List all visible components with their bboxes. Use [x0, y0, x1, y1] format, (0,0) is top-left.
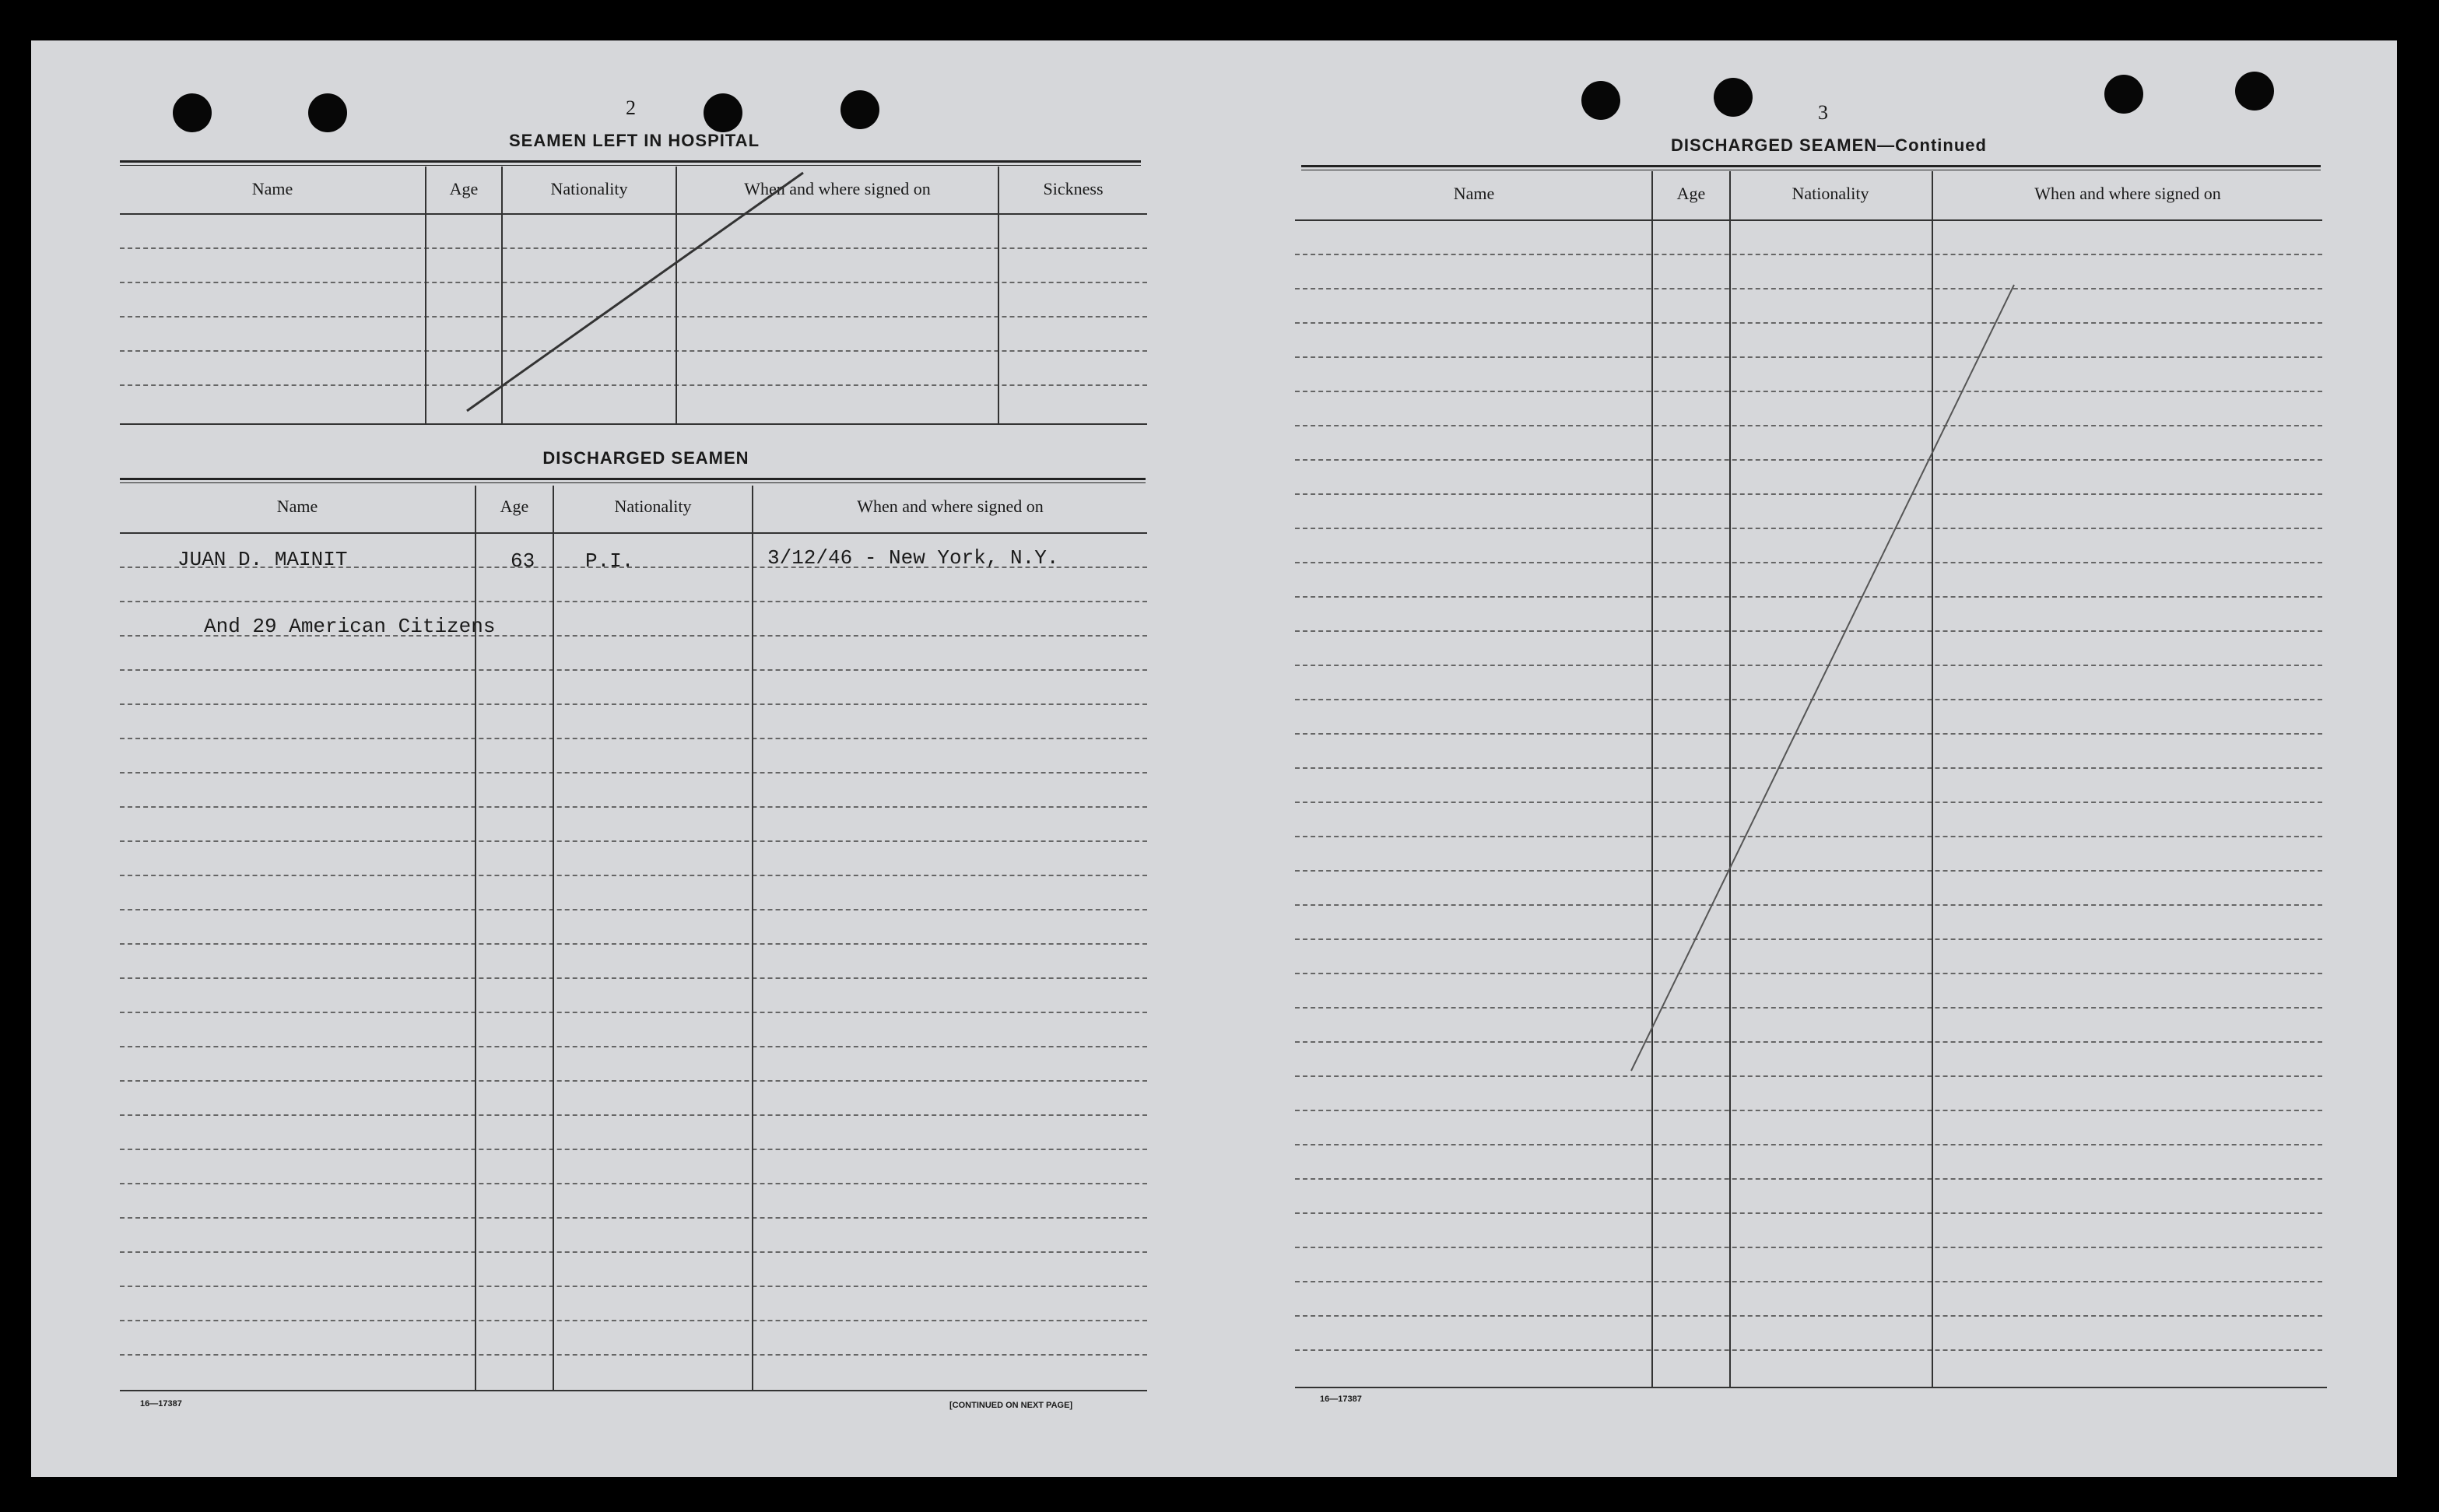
- col-header-name: Name: [276, 496, 318, 516]
- section-title-hospital: SEAMEN LEFT IN HOSPITAL: [508, 131, 760, 150]
- continued-label: [CONTINUED ON NEXT PAGE]: [949, 1401, 1073, 1410]
- col-header-age: Age: [1676, 184, 1706, 203]
- seaman-signed-on: 3/12/46 - New York, N.Y.: [767, 546, 1059, 570]
- page-number: 3: [1818, 101, 1828, 124]
- col-header-signed-on: When and where signed on: [2034, 184, 2221, 203]
- form-number: 16—17387: [1320, 1394, 1362, 1404]
- hospital-strike-line: [467, 173, 803, 411]
- col-header-nationality: Nationality: [550, 179, 628, 198]
- seaman-age: 63: [511, 549, 535, 573]
- col-header-sickness: Sickness: [1043, 179, 1104, 198]
- seaman-nationality: P.I.: [585, 549, 634, 573]
- col-header-nationality: Nationality: [614, 496, 692, 516]
- col-header-nationality: Nationality: [1792, 184, 1869, 203]
- col-header-age: Age: [500, 496, 529, 516]
- discharged-continued-strike-line: [1631, 285, 2014, 1071]
- section-title-discharged-continued: DISCHARGED SEAMEN—Continued: [1671, 135, 1987, 155]
- seaman-name: JUAN D. MAINIT: [177, 548, 348, 571]
- col-header-name: Name: [251, 179, 293, 198]
- form-number: 16—17387: [140, 1399, 182, 1409]
- section-title-discharged: DISCHARGED SEAMEN: [542, 448, 749, 468]
- citizens-note: And 29 American Citizens: [204, 615, 496, 638]
- page-number: 2: [626, 96, 636, 119]
- col-header-name: Name: [1453, 184, 1495, 203]
- col-header-age: Age: [449, 179, 479, 198]
- col-header-signed-on: When and where signed on: [744, 179, 931, 198]
- col-header-signed-on: When and where signed on: [857, 496, 1044, 516]
